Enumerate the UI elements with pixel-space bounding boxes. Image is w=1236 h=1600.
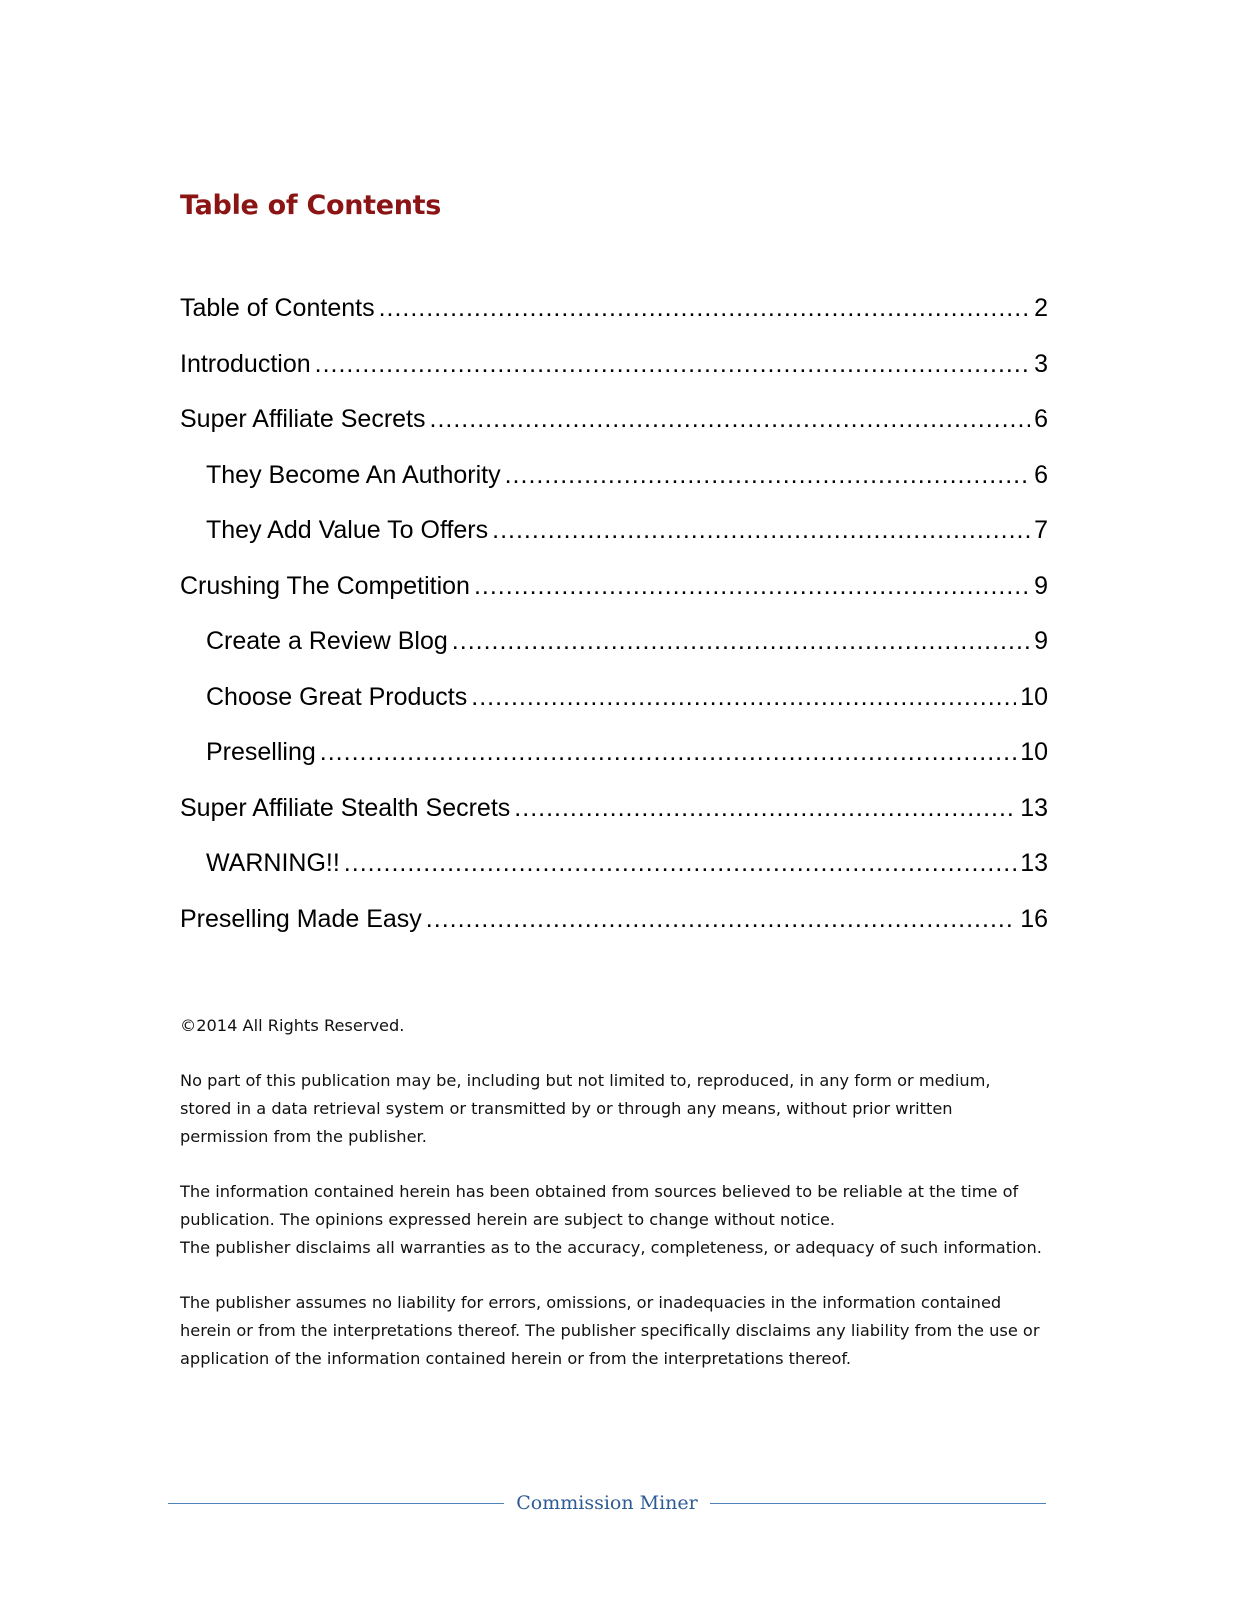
toc-dot-leader <box>426 899 1016 939</box>
toc-entry-title: Introduction <box>180 349 311 378</box>
toc-dot-leader <box>492 510 1030 550</box>
toc-entry-title: Super Affiliate Stealth Secrets <box>180 793 511 822</box>
accuracy-disclaimer <box>180 1178 1060 1262</box>
toc-list <box>180 288 1048 954</box>
toc-dot-leader <box>430 399 1031 439</box>
toc-dot-leader <box>505 455 1030 495</box>
legal-line: herein or from the interpretations thereof. The publisher specifically disclaims any liability from the use or <box>180 1321 1040 1340</box>
toc-entry-page: 6 <box>1034 405 1048 433</box>
toc-entry-warning[interactable] <box>180 843 1048 899</box>
toc-entry-page: 13 <box>1020 849 1048 877</box>
toc-entry-title: Preselling <box>206 738 316 766</box>
toc-dot-leader <box>379 288 1031 328</box>
page-footer <box>168 1488 1046 1518</box>
legal-line: permission from the publisher. <box>180 1127 427 1146</box>
toc-dot-leader <box>471 677 1016 717</box>
legal-line: application of the information contained herein or from the interpretations thereof. <box>180 1349 852 1368</box>
toc-dot-leader <box>514 788 1016 828</box>
toc-entry-introduction[interactable] <box>180 344 1048 400</box>
toc-entry-title: Crushing The Competition <box>180 571 470 600</box>
toc-entry-page: 7 <box>1034 516 1048 544</box>
toc-entry-they-add-value-to-offers[interactable] <box>180 510 1048 566</box>
copyright-notice: ©2014 All Rights Reserved. <box>180 1016 405 1035</box>
toc-entry-page: 6 <box>1034 460 1048 489</box>
footer-rule-right <box>710 1503 1046 1504</box>
reproduction-notice <box>180 1067 1060 1151</box>
toc-entry-page: 10 <box>1020 682 1048 711</box>
footer-title: Commission Miner <box>516 1492 698 1514</box>
toc-entry-title: Create a Review Blog <box>206 627 448 655</box>
toc-entry-page: 9 <box>1034 627 1048 655</box>
toc-entry-create-a-review-blog[interactable] <box>180 621 1048 677</box>
legal-line: The publisher assumes no liability for errors, omissions, or inadequacies in the information contained <box>180 1293 1002 1312</box>
toc-entry-title: Super Affiliate Secrets <box>180 405 426 433</box>
toc-entry-super-affiliate-stealth-secrets[interactable] <box>180 788 1048 844</box>
toc-entry-title: Preselling Made Easy <box>180 904 422 933</box>
toc-entry-they-become-an-authority[interactable] <box>180 455 1048 511</box>
toc-entry-page: 16 <box>1020 904 1048 933</box>
toc-dot-leader <box>344 843 1016 883</box>
toc-entry-preselling[interactable] <box>180 732 1048 788</box>
liability-disclaimer <box>180 1289 1060 1373</box>
toc-entry-choose-great-products[interactable] <box>180 677 1048 733</box>
toc-entry-page: 9 <box>1034 571 1048 600</box>
toc-heading: Table of Contents <box>180 190 442 221</box>
legal-line: The publisher disclaims all warranties as to the accuracy, completeness, or adequacy of such information. <box>180 1238 1042 1257</box>
legal-line: publication. The opinions expressed herein are subject to change without notice. <box>180 1210 836 1229</box>
toc-entry-title: Table of Contents <box>180 294 375 322</box>
legal-notice <box>180 1012 1060 1400</box>
toc-entry-title: Choose Great Products <box>206 682 468 711</box>
toc-entry-page: 10 <box>1020 738 1048 766</box>
toc-entry-preselling-made-easy[interactable] <box>180 899 1048 955</box>
toc-entry-table-of-contents[interactable] <box>180 288 1048 344</box>
toc-dot-leader <box>315 344 1030 384</box>
toc-entry-page: 3 <box>1034 349 1048 378</box>
legal-line: stored in a data retrieval system or transmitted by or through any means, without prior written <box>180 1099 953 1118</box>
toc-dot-leader <box>320 732 1016 772</box>
toc-dot-leader <box>452 621 1030 661</box>
toc-entry-title: They Add Value To Offers <box>206 516 489 544</box>
legal-line: The information contained herein has been obtained from sources believed to be reliable at the time of <box>180 1182 1019 1201</box>
footer-rule-left <box>168 1503 504 1504</box>
toc-entry-crushing-the-competition[interactable] <box>180 566 1048 622</box>
toc-entry-page: 13 <box>1020 793 1048 822</box>
toc-entry-title: They Become An Authority <box>206 460 501 489</box>
toc-entry-title: WARNING!! <box>206 849 340 877</box>
legal-line: No part of this publication may be, including but not limited to, reproduced, in any form or medium, <box>180 1071 991 1090</box>
toc-entry-page: 2 <box>1034 294 1048 322</box>
toc-entry-super-affiliate-secrets[interactable] <box>180 399 1048 455</box>
toc-dot-leader <box>474 566 1030 606</box>
